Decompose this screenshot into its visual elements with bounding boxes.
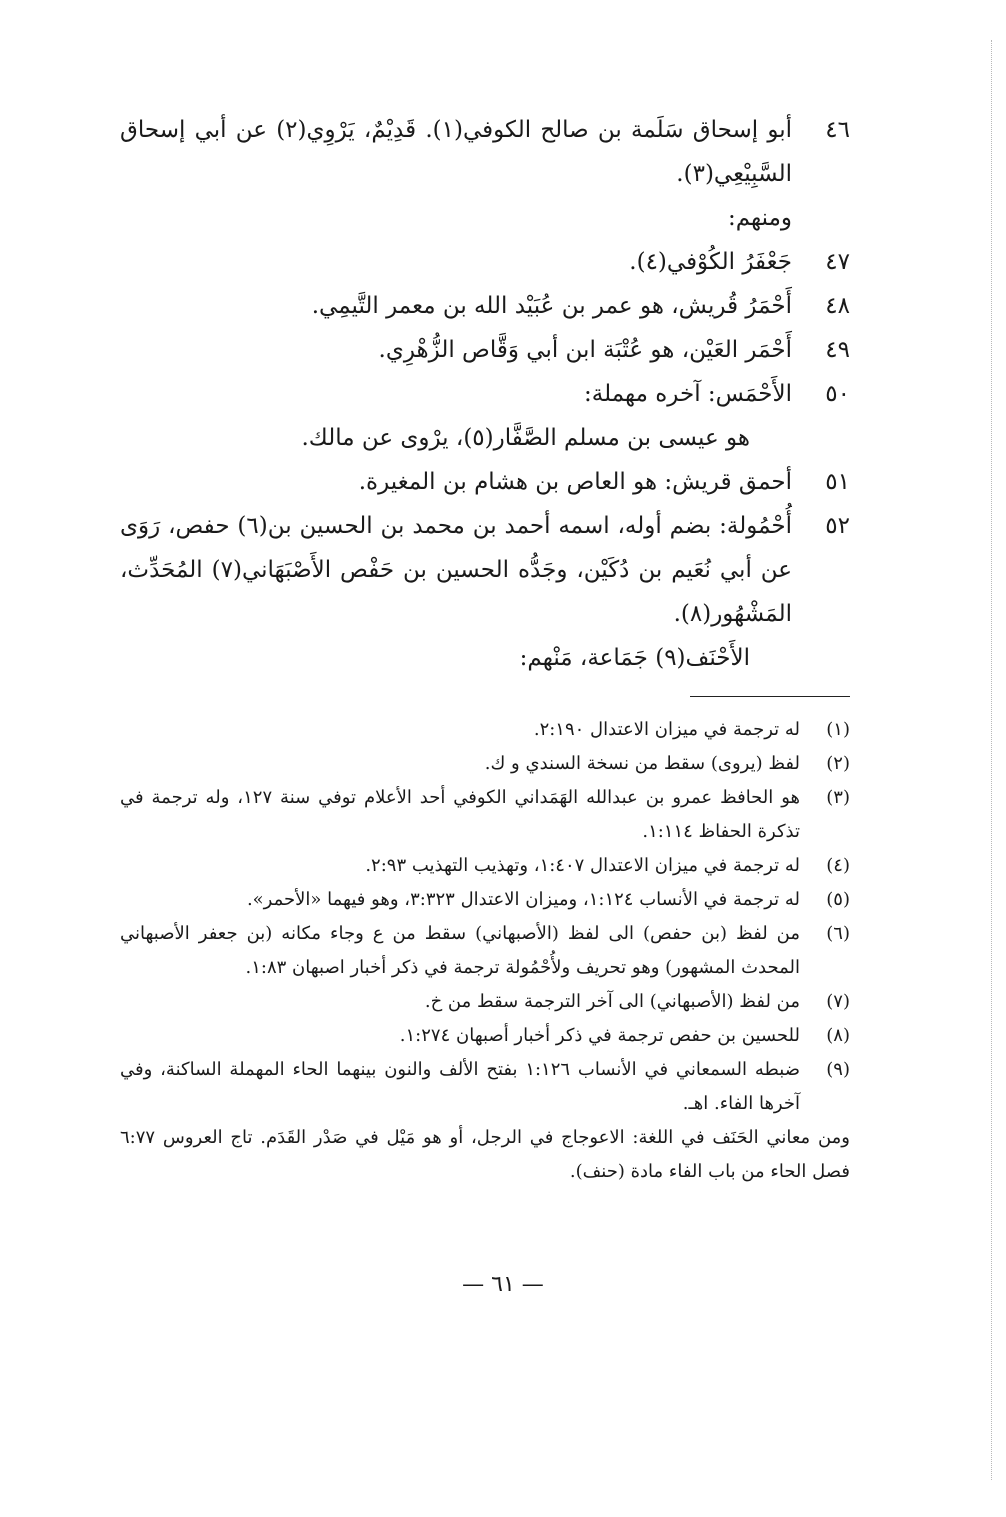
- entry-number: ٥٢: [825, 513, 850, 539]
- entry-47: [120, 240, 850, 284]
- entry-number: ٥٠: [825, 381, 850, 407]
- footnote-2: [120, 747, 850, 781]
- entry-number: ٥١: [825, 469, 850, 495]
- footnote-separator: [690, 696, 850, 697]
- entry-46: [120, 108, 850, 196]
- footnote-8: [120, 1019, 850, 1053]
- footnote-number: (٩): [826, 1059, 850, 1080]
- entry-number: ٤٧: [825, 249, 850, 275]
- entry-number: ٤٨: [825, 293, 850, 319]
- footnote-number: (٦): [826, 923, 850, 944]
- entry-number: ٤٦: [825, 117, 850, 143]
- footnote-text: من لفظ (الأصبهاني) الى آخر الترجمة سقط من خ.: [424, 991, 800, 1012]
- footnote-number: (٢): [826, 753, 850, 774]
- page-number: — ٦١ —: [462, 1272, 544, 1297]
- entry-number: ٤٩: [825, 337, 850, 363]
- entry-text: أُحْمُولة: بضم أوله، اسمه أحمد بن محمد بن الحسين بن(٦) حفص، رَوَى عن أبي نُعَيم بن دُكَيْن، وجَدُّه الحسين بن حَفْص الأَصْبَهَاني(٧) المُحَدِّث، المَشْهُور(٨).: [120, 513, 792, 627]
- page-edge-line: [991, 40, 992, 1480]
- footnote-text: من لفظ (بن حفص) الى لفظ (الأصبهاني) سقط من ع وجاء مكانه (بن جعفر الأصبهاني المحدث المشهور) وهو تحريف ولأُحْمُولة ترجمة في ذكر أخبار اصبهان ١:٨٣.: [120, 923, 800, 978]
- footnote-number: (٨): [826, 1025, 850, 1046]
- footnote-number: (١): [826, 719, 850, 740]
- footnote-1: [120, 713, 850, 747]
- footnote-text: للحسين بن حفص ترجمة في ذكر أخبار أصبهان ١:٢٧٤.: [399, 1025, 800, 1046]
- footnote-number: (٥): [826, 889, 850, 910]
- footnote-text: لفظ (يروى) سقط من نسخة السندي و ك.: [484, 753, 800, 774]
- footnote-7: [120, 985, 850, 1019]
- page-content: [120, 108, 850, 1189]
- entry-48: [120, 284, 850, 328]
- entry-50-detail: هو عيسى بن مسلم الصَّفَّار(٥)، يرْوى عن مالك.: [301, 425, 750, 451]
- heading-minhum: ومنهم:: [727, 205, 792, 231]
- closing-line: الأَحْنَف(٩) جَمَاعة، مَنْهم:: [519, 645, 750, 671]
- footnote-text: ضبطه السمعاني في الأنساب ١:١٢٦ بفتح الألف والنون بينهما الحاء المهملة الساكنة، وفي آخرها الفاء. اهـ.: [120, 1059, 800, 1114]
- footnote-number: (٣): [826, 787, 850, 808]
- footnote-text: له ترجمة في الأنساب ١:١٢٤، وميزان الاعتدال ٣:٣٢٣، وهو فيهما «الأحمر».: [246, 889, 800, 910]
- entry-text: أبو إسحاق سَلَمة بن صالح الكوفي(١). قَدِيْمٌ، يَرْوِي(٢) عن أبي إسحاق السَّبِيْعِي(٣).: [120, 117, 793, 187]
- entry-text: أحمق قريش: هو العاص بن هشام بن المغيرة.: [358, 469, 792, 495]
- footnote-text: له ترجمة في ميزان الاعتدال ٢:١٩٠.: [533, 719, 800, 740]
- entry-49: [120, 328, 850, 372]
- footnote-text: له ترجمة في ميزان الاعتدال ١:٤٠٧، وتهذيب التهذيب ٢:٩٣.: [365, 855, 800, 876]
- footnote-9-continuation: ومن معاني الحَنَف في اللغة: الاعوجاج في الرجل، أو هو مَيْل في صَدْر القَدَم. تاج العروس ٦:٧٧ فصل الحاء من باب الفاء مادة (حنف).: [120, 1127, 850, 1182]
- entry-50: [120, 372, 850, 416]
- entry-text: جَعْفَرُ الكُوْفي(٤).: [629, 249, 792, 275]
- footnote-text: هو الحافظ عمرو بن عبدالله الهَمَداني الكوفي أحد الأعلام توفي سنة ١٢٧، وله ترجمة في تذكرة الحفاظ ١:١١٤.: [120, 787, 800, 842]
- footnote-number: (٧): [826, 991, 850, 1012]
- footnote-4: [120, 849, 850, 883]
- footnote-3: [120, 781, 850, 849]
- entry-text: أَحْمَر العَيْن، هو عُتْبَة ابن أبي وَقَّاص الزُّهْرِي.: [378, 337, 792, 363]
- entry-text: الأَحْمَس: آخره مهملة:: [584, 381, 792, 407]
- footnote-5: [120, 883, 850, 917]
- footnote-9: [120, 1053, 850, 1121]
- entry-text: أَحْمَرُ قُريش، هو عمر بن عُبَيْد الله بن معمر التَّيمِي.: [311, 293, 792, 319]
- entry-51: [120, 460, 850, 504]
- footnote-number: (٤): [826, 855, 850, 876]
- footnote-6: [120, 917, 850, 985]
- entry-52: [120, 504, 850, 636]
